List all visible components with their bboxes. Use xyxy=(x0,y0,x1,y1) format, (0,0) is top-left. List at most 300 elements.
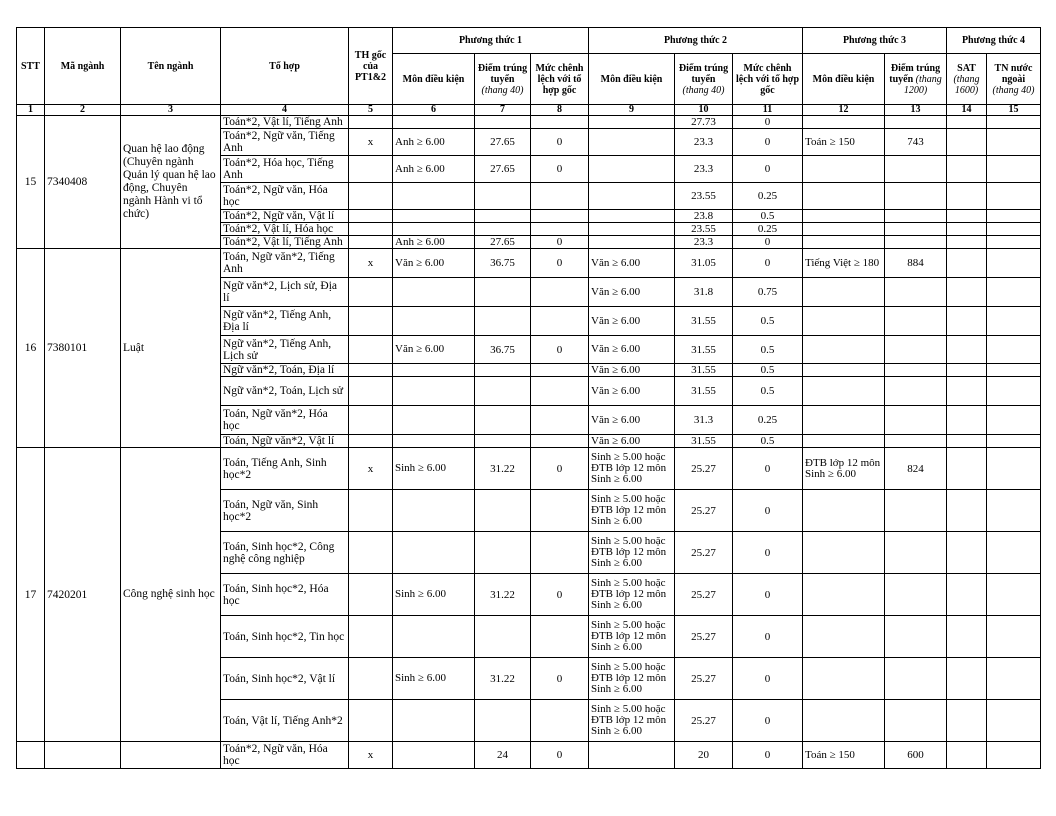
header-pt3-diem-trung-tuyen xyxy=(885,54,947,105)
sat-cell xyxy=(947,700,987,742)
header-tn-label: TN nước ngoài xyxy=(994,62,1033,85)
pt1-difference-cell: 0 xyxy=(531,249,589,278)
pt2-difference-cell: 0 xyxy=(733,249,803,278)
major-name-cell: Công nghệ sinh học xyxy=(121,448,221,742)
sat-cell xyxy=(947,183,987,210)
sat-cell xyxy=(947,616,987,658)
pt1-condition-cell xyxy=(393,278,475,307)
pt1-difference-cell: 0 xyxy=(531,129,589,156)
sat-cell xyxy=(947,742,987,769)
foreign-graduation-cell xyxy=(987,377,1041,406)
column-number-cell: 4 xyxy=(221,105,349,116)
column-number-cell: 15 xyxy=(987,105,1041,116)
header-pt2-muc-chenh-lech: Mức chênh lệch với tổ hợp gốc xyxy=(733,54,803,105)
stt-cell xyxy=(17,742,45,769)
pt2-condition-cell: Sinh ≥ 5.00 hoặc ĐTB lớp 12 môn Sinh ≥ 6.00 xyxy=(589,448,675,490)
sat-cell xyxy=(947,658,987,700)
pt2-condition-cell: Văn ≥ 6.00 xyxy=(589,278,675,307)
pt1-condition-cell xyxy=(393,223,475,236)
major-code-cell: 7380101 xyxy=(45,249,121,448)
pt2-difference-cell: 0 xyxy=(733,448,803,490)
pt1-difference-cell: 0 xyxy=(531,742,589,769)
original-combo-mark-cell xyxy=(349,377,393,406)
subject-combination-cell: Ngữ văn*2, Toán, Địa lí xyxy=(221,364,349,377)
pt1-score-cell xyxy=(475,210,531,223)
pt1-condition-cell xyxy=(393,116,475,129)
pt2-difference-cell: 0.5 xyxy=(733,307,803,336)
pt2-condition-cell xyxy=(589,742,675,769)
pt1-difference-cell xyxy=(531,116,589,129)
pt2-difference-cell: 0.5 xyxy=(733,210,803,223)
pt3-score-cell xyxy=(885,223,947,236)
subject-combination-cell: Toán, Sinh học*2, Vật lí xyxy=(221,658,349,700)
pt1-condition-cell xyxy=(393,377,475,406)
subject-combination-cell: Toán, Sinh học*2, Tin học xyxy=(221,616,349,658)
pt1-score-cell: 31.22 xyxy=(475,574,531,616)
pt1-difference-cell: 0 xyxy=(531,156,589,183)
pt1-difference-cell xyxy=(531,210,589,223)
header-pt1-diem-label: Điểm trúng tuyển xyxy=(477,62,528,85)
pt2-condition-cell xyxy=(589,129,675,156)
pt2-condition-cell: Sinh ≥ 5.00 hoặc ĐTB lớp 12 môn Sinh ≥ 6.00 xyxy=(589,490,675,532)
column-number-cell: 1 xyxy=(17,105,45,116)
original-combo-mark-cell: x xyxy=(349,448,393,490)
pt2-score-cell: 23.3 xyxy=(675,129,733,156)
sat-cell xyxy=(947,490,987,532)
pt1-difference-cell xyxy=(531,406,589,435)
pt2-difference-cell: 0 xyxy=(733,616,803,658)
column-number-cell: 12 xyxy=(803,105,885,116)
pt2-condition-cell: Văn ≥ 6.00 xyxy=(589,336,675,364)
pt2-difference-cell: 0.5 xyxy=(733,336,803,364)
pt1-difference-cell xyxy=(531,377,589,406)
foreign-graduation-cell xyxy=(987,658,1041,700)
pt1-condition-cell xyxy=(393,406,475,435)
pt1-condition-cell xyxy=(393,700,475,742)
header-sat xyxy=(947,54,987,105)
subject-combination-cell: Toán*2, Ngữ văn, Vật lí xyxy=(221,210,349,223)
original-combo-mark-cell xyxy=(349,658,393,700)
pt2-score-cell: 25.27 xyxy=(675,616,733,658)
column-number-cell: 9 xyxy=(589,105,675,116)
column-number-cell: 6 xyxy=(393,105,475,116)
pt2-score-cell: 25.27 xyxy=(675,490,733,532)
subject-combination-cell: Toán, Ngữ văn*2, Vật lí xyxy=(221,435,349,448)
pt1-condition-cell xyxy=(393,532,475,574)
pt3-condition-cell xyxy=(803,700,885,742)
subject-combination-cell: Toán*2, Hóa học, Tiếng Anh xyxy=(221,156,349,183)
pt1-score-cell xyxy=(475,490,531,532)
table-row xyxy=(17,116,1041,129)
pt2-difference-cell: 0.5 xyxy=(733,377,803,406)
pt2-difference-cell: 0 xyxy=(733,129,803,156)
pt1-score-cell: 24 xyxy=(475,742,531,769)
header-sat-label: SAT xyxy=(957,62,976,74)
pt1-condition-cell xyxy=(393,364,475,377)
pt3-score-cell xyxy=(885,406,947,435)
pt1-difference-cell: 0 xyxy=(531,336,589,364)
pt1-score-cell xyxy=(475,700,531,742)
subject-combination-cell: Ngữ văn*2, Lịch sử, Địa lí xyxy=(221,278,349,307)
pt3-score-cell xyxy=(885,364,947,377)
pt3-condition-cell xyxy=(803,236,885,249)
foreign-graduation-cell xyxy=(987,742,1041,769)
column-number-cell: 7 xyxy=(475,105,531,116)
subject-combination-cell: Ngữ văn*2, Tiếng Anh, Địa lí xyxy=(221,307,349,336)
sat-cell xyxy=(947,129,987,156)
pt1-difference-cell xyxy=(531,700,589,742)
pt1-condition-cell xyxy=(393,183,475,210)
pt1-score-cell xyxy=(475,364,531,377)
header-pt1-muc-chenh-lech: Mức chênh lệch với tổ hợp gốc xyxy=(531,54,589,105)
foreign-graduation-cell xyxy=(987,278,1041,307)
foreign-graduation-cell xyxy=(987,249,1041,278)
pt2-condition-cell xyxy=(589,156,675,183)
pt3-score-cell xyxy=(885,490,947,532)
pt3-score-cell: 600 xyxy=(885,742,947,769)
pt2-score-cell: 31.8 xyxy=(675,278,733,307)
subject-combination-cell: Toán*2, Vật lí, Tiếng Anh xyxy=(221,116,349,129)
sat-cell xyxy=(947,406,987,435)
header-pt2-diem-trung-tuyen xyxy=(675,54,733,105)
foreign-graduation-cell xyxy=(987,490,1041,532)
pt1-score-cell xyxy=(475,616,531,658)
pt2-condition-cell xyxy=(589,223,675,236)
pt1-condition-cell: Sinh ≥ 6.00 xyxy=(393,448,475,490)
pt3-condition-cell xyxy=(803,307,885,336)
pt1-condition-cell xyxy=(393,742,475,769)
pt2-condition-cell: Sinh ≥ 5.00 hoặc ĐTB lớp 12 môn Sinh ≥ 6.00 xyxy=(589,658,675,700)
pt1-condition-cell: Sinh ≥ 6.00 xyxy=(393,574,475,616)
pt2-difference-cell: 0 xyxy=(733,490,803,532)
pt1-difference-cell xyxy=(531,435,589,448)
pt3-score-cell xyxy=(885,116,947,129)
pt2-score-cell: 23.55 xyxy=(675,223,733,236)
pt2-condition-cell: Văn ≥ 6.00 xyxy=(589,307,675,336)
pt3-score-cell xyxy=(885,307,947,336)
sat-cell xyxy=(947,249,987,278)
pt3-condition-cell: ĐTB lớp 12 môn Sinh ≥ 6.00 xyxy=(803,448,885,490)
header-pt1-mon-dieu-kien: Môn điều kiện xyxy=(393,54,475,105)
table-row xyxy=(17,448,1041,490)
subject-combination-cell: Ngữ văn*2, Tiếng Anh, Lịch sử xyxy=(221,336,349,364)
pt1-score-cell: 27.65 xyxy=(475,129,531,156)
pt1-difference-cell xyxy=(531,223,589,236)
pt2-score-cell: 31.55 xyxy=(675,377,733,406)
pt2-difference-cell: 0 xyxy=(733,658,803,700)
pt3-condition-cell xyxy=(803,435,885,448)
header-phuong-thuc-2: Phương thức 2 xyxy=(589,28,803,54)
original-combo-mark-cell xyxy=(349,183,393,210)
pt2-condition-cell: Văn ≥ 6.00 xyxy=(589,406,675,435)
pt3-score-cell xyxy=(885,210,947,223)
column-number-cell: 2 xyxy=(45,105,121,116)
foreign-graduation-cell xyxy=(987,116,1041,129)
pt2-condition-cell: Sinh ≥ 5.00 hoặc ĐTB lớp 12 môn Sinh ≥ 6.00 xyxy=(589,532,675,574)
original-combo-mark-cell xyxy=(349,223,393,236)
column-number-cell: 10 xyxy=(675,105,733,116)
subject-combination-cell: Toán*2, Ngữ văn, Tiếng Anh xyxy=(221,129,349,156)
pt2-condition-cell xyxy=(589,210,675,223)
foreign-graduation-cell xyxy=(987,700,1041,742)
header-pt1-scale: (thang 40) xyxy=(481,84,524,96)
foreign-graduation-cell xyxy=(987,448,1041,490)
pt2-score-cell: 25.27 xyxy=(675,574,733,616)
pt2-condition-cell xyxy=(589,236,675,249)
original-combo-mark-cell xyxy=(349,236,393,249)
original-combo-mark-cell xyxy=(349,210,393,223)
pt1-condition-cell: Anh ≥ 6.00 xyxy=(393,156,475,183)
pt2-score-cell: 25.27 xyxy=(675,448,733,490)
pt2-score-cell: 31.55 xyxy=(675,307,733,336)
header-pt3-diem-label: Điểm trúng tuyển xyxy=(889,62,941,85)
pt2-difference-cell: 0.75 xyxy=(733,278,803,307)
admission-score-sheet xyxy=(16,27,1041,769)
sat-cell xyxy=(947,307,987,336)
pt1-score-cell: 31.22 xyxy=(475,448,531,490)
foreign-graduation-cell xyxy=(987,574,1041,616)
pt3-score-cell xyxy=(885,183,947,210)
sat-cell xyxy=(947,156,987,183)
pt3-condition-cell xyxy=(803,574,885,616)
pt3-condition-cell xyxy=(803,658,885,700)
stt-cell: 15 xyxy=(17,116,45,249)
admission-score-table xyxy=(16,27,1041,769)
pt1-condition-cell: Văn ≥ 6.00 xyxy=(393,336,475,364)
pt1-score-cell: 36.75 xyxy=(475,249,531,278)
pt2-score-cell: 27.73 xyxy=(675,116,733,129)
column-number-cell: 14 xyxy=(947,105,987,116)
major-name-cell: Quan hệ lao động (Chuyên ngành Quản lý quan hệ lao động, Chuyên ngành Hành vi tổ chức) xyxy=(121,116,221,249)
subject-combination-cell: Toán*2, Ngữ văn, Hóa học xyxy=(221,742,349,769)
pt1-score-cell: 27.65 xyxy=(475,156,531,183)
original-combo-mark-cell xyxy=(349,700,393,742)
sat-cell xyxy=(947,377,987,406)
subject-combination-cell: Toán*2, Vật lí, Tiếng Anh xyxy=(221,236,349,249)
header-phuong-thuc-4: Phương thức 4 xyxy=(947,28,1041,54)
pt3-condition-cell xyxy=(803,116,885,129)
pt1-difference-cell xyxy=(531,490,589,532)
pt2-score-cell: 31.55 xyxy=(675,364,733,377)
pt1-condition-cell: Anh ≥ 6.00 xyxy=(393,236,475,249)
pt3-condition-cell xyxy=(803,336,885,364)
original-combo-mark-cell: x xyxy=(349,129,393,156)
header-stt: STT xyxy=(17,28,45,105)
sat-cell xyxy=(947,574,987,616)
header-ma-nganh: Mã ngành xyxy=(45,28,121,105)
column-number-cell: 8 xyxy=(531,105,589,116)
pt2-score-cell: 23.8 xyxy=(675,210,733,223)
header-ten-nganh: Tên ngành xyxy=(121,28,221,105)
pt3-score-cell xyxy=(885,700,947,742)
pt1-condition-cell: Sinh ≥ 6.00 xyxy=(393,658,475,700)
sat-cell xyxy=(947,236,987,249)
pt1-score-cell xyxy=(475,377,531,406)
pt2-score-cell: 25.27 xyxy=(675,700,733,742)
pt2-condition-cell: Sinh ≥ 5.00 hoặc ĐTB lớp 12 môn Sinh ≥ 6.00 xyxy=(589,574,675,616)
foreign-graduation-cell xyxy=(987,183,1041,210)
pt2-difference-cell: 0.5 xyxy=(733,364,803,377)
pt3-condition-cell xyxy=(803,278,885,307)
pt1-score-cell xyxy=(475,183,531,210)
pt1-score-cell xyxy=(475,532,531,574)
pt2-score-cell: 23.55 xyxy=(675,183,733,210)
pt1-condition-cell xyxy=(393,307,475,336)
header-pt2-diem-label: Điểm trúng tuyển xyxy=(678,62,729,85)
original-combo-mark-cell xyxy=(349,336,393,364)
original-combo-mark-cell xyxy=(349,156,393,183)
table-row xyxy=(17,249,1041,278)
pt1-difference-cell xyxy=(531,307,589,336)
pt1-score-cell: 31.22 xyxy=(475,658,531,700)
original-combo-mark-cell xyxy=(349,490,393,532)
foreign-graduation-cell xyxy=(987,223,1041,236)
original-combo-mark-cell xyxy=(349,435,393,448)
pt3-condition-cell xyxy=(803,490,885,532)
foreign-graduation-cell xyxy=(987,532,1041,574)
pt2-difference-cell: 0.25 xyxy=(733,406,803,435)
pt2-score-cell: 31.55 xyxy=(675,336,733,364)
subject-combination-cell: Toán, Vật lí, Tiếng Anh*2 xyxy=(221,700,349,742)
subject-combination-cell: Toán*2, Ngữ văn, Hóa học xyxy=(221,183,349,210)
pt3-condition-cell xyxy=(803,210,885,223)
pt2-difference-cell: 0 xyxy=(733,532,803,574)
foreign-graduation-cell xyxy=(987,210,1041,223)
header-phuong-thuc-1: Phương thức 1 xyxy=(393,28,589,54)
pt2-score-cell: 31.3 xyxy=(675,406,733,435)
pt2-difference-cell: 0 xyxy=(733,116,803,129)
table-row xyxy=(17,742,1041,769)
pt1-condition-cell: Anh ≥ 6.00 xyxy=(393,129,475,156)
pt2-condition-cell: Văn ≥ 6.00 xyxy=(589,249,675,278)
stt-cell: 16 xyxy=(17,249,45,448)
sat-cell xyxy=(947,532,987,574)
pt2-condition-cell xyxy=(589,183,675,210)
pt1-score-cell: 27.65 xyxy=(475,236,531,249)
column-number-cell: 11 xyxy=(733,105,803,116)
major-code-cell xyxy=(45,742,121,769)
pt3-condition-cell xyxy=(803,406,885,435)
pt2-difference-cell: 0.5 xyxy=(733,435,803,448)
pt3-condition-cell: Toán ≥ 150 xyxy=(803,129,885,156)
sat-cell xyxy=(947,278,987,307)
pt3-score-cell: 884 xyxy=(885,249,947,278)
pt2-difference-cell: 0 xyxy=(733,574,803,616)
sat-cell xyxy=(947,116,987,129)
foreign-graduation-cell xyxy=(987,435,1041,448)
header-tn-nuoc-ngoai xyxy=(987,54,1041,105)
original-combo-mark-cell xyxy=(349,278,393,307)
original-combo-mark-cell xyxy=(349,116,393,129)
pt2-difference-cell: 0.25 xyxy=(733,223,803,236)
pt2-difference-cell: 0 xyxy=(733,156,803,183)
pt3-condition-cell xyxy=(803,223,885,236)
header-pt3-mon-dieu-kien: Môn điều kiện xyxy=(803,54,885,105)
original-combo-mark-cell: x xyxy=(349,249,393,278)
pt2-score-cell: 23.3 xyxy=(675,156,733,183)
original-combo-mark-cell xyxy=(349,364,393,377)
sat-cell xyxy=(947,223,987,236)
table-body xyxy=(17,116,1041,769)
pt3-score-cell xyxy=(885,658,947,700)
pt3-condition-cell xyxy=(803,616,885,658)
column-number-cell: 13 xyxy=(885,105,947,116)
original-combo-mark-cell xyxy=(349,406,393,435)
pt1-difference-cell xyxy=(531,532,589,574)
header-pt1-diem-trung-tuyen xyxy=(475,54,531,105)
major-code-cell: 7420201 xyxy=(45,448,121,742)
pt1-difference-cell xyxy=(531,364,589,377)
foreign-graduation-cell xyxy=(987,364,1041,377)
column-number-row xyxy=(17,105,1041,116)
header-sat-scale: (thang 1600) xyxy=(953,73,980,96)
sat-cell xyxy=(947,364,987,377)
pt2-difference-cell: 0 xyxy=(733,236,803,249)
pt3-score-cell: 824 xyxy=(885,448,947,490)
pt1-difference-cell: 0 xyxy=(531,574,589,616)
pt1-score-cell xyxy=(475,435,531,448)
pt2-condition-cell: Văn ≥ 6.00 xyxy=(589,377,675,406)
major-name-cell xyxy=(121,742,221,769)
pt3-score-cell xyxy=(885,616,947,658)
pt2-condition-cell: Văn ≥ 6.00 xyxy=(589,435,675,448)
pt2-score-cell: 25.27 xyxy=(675,532,733,574)
header-phuong-thuc-3: Phương thức 3 xyxy=(803,28,947,54)
sat-cell xyxy=(947,210,987,223)
pt3-condition-cell xyxy=(803,377,885,406)
pt3-score-cell xyxy=(885,377,947,406)
pt1-score-cell: 36.75 xyxy=(475,336,531,364)
subject-combination-cell: Toán, Sinh học*2, Hóa học xyxy=(221,574,349,616)
pt3-condition-cell xyxy=(803,156,885,183)
pt2-condition-cell: Sinh ≥ 5.00 hoặc ĐTB lớp 12 môn Sinh ≥ 6.00 xyxy=(589,700,675,742)
pt2-score-cell: 31.05 xyxy=(675,249,733,278)
major-name-cell: Luật xyxy=(121,249,221,448)
pt3-condition-cell: Tiếng Việt ≥ 180 xyxy=(803,249,885,278)
pt3-condition-cell: Toán ≥ 150 xyxy=(803,742,885,769)
column-number-cell: 5 xyxy=(349,105,393,116)
original-combo-mark-cell xyxy=(349,616,393,658)
pt1-condition-cell xyxy=(393,616,475,658)
pt1-score-cell xyxy=(475,223,531,236)
pt2-score-cell: 25.27 xyxy=(675,658,733,700)
header-to-hop: Tổ hợp xyxy=(221,28,349,105)
pt1-difference-cell xyxy=(531,183,589,210)
pt3-score-cell xyxy=(885,278,947,307)
pt2-difference-cell: 0.25 xyxy=(733,183,803,210)
header-row-1 xyxy=(17,28,1041,54)
header-pt2-scale: (thang 40) xyxy=(682,84,725,96)
foreign-graduation-cell xyxy=(987,307,1041,336)
sat-cell xyxy=(947,448,987,490)
pt1-condition-cell xyxy=(393,210,475,223)
foreign-graduation-cell xyxy=(987,129,1041,156)
pt3-score-cell: 743 xyxy=(885,129,947,156)
pt3-condition-cell xyxy=(803,364,885,377)
column-number-cell: 3 xyxy=(121,105,221,116)
pt1-difference-cell xyxy=(531,278,589,307)
subject-combination-cell: Toán, Tiếng Anh, Sinh học*2 xyxy=(221,448,349,490)
stt-cell: 17 xyxy=(17,448,45,742)
pt1-difference-cell: 0 xyxy=(531,448,589,490)
pt1-score-cell xyxy=(475,307,531,336)
pt3-score-cell xyxy=(885,532,947,574)
header-pt2-mon-dieu-kien: Môn điều kiện xyxy=(589,54,675,105)
pt2-difference-cell: 0 xyxy=(733,700,803,742)
subject-combination-cell: Toán*2, Vật lí, Hóa học xyxy=(221,223,349,236)
pt2-condition-cell: Sinh ≥ 5.00 hoặc ĐTB lớp 12 môn Sinh ≥ 6.00 xyxy=(589,616,675,658)
pt1-score-cell xyxy=(475,406,531,435)
